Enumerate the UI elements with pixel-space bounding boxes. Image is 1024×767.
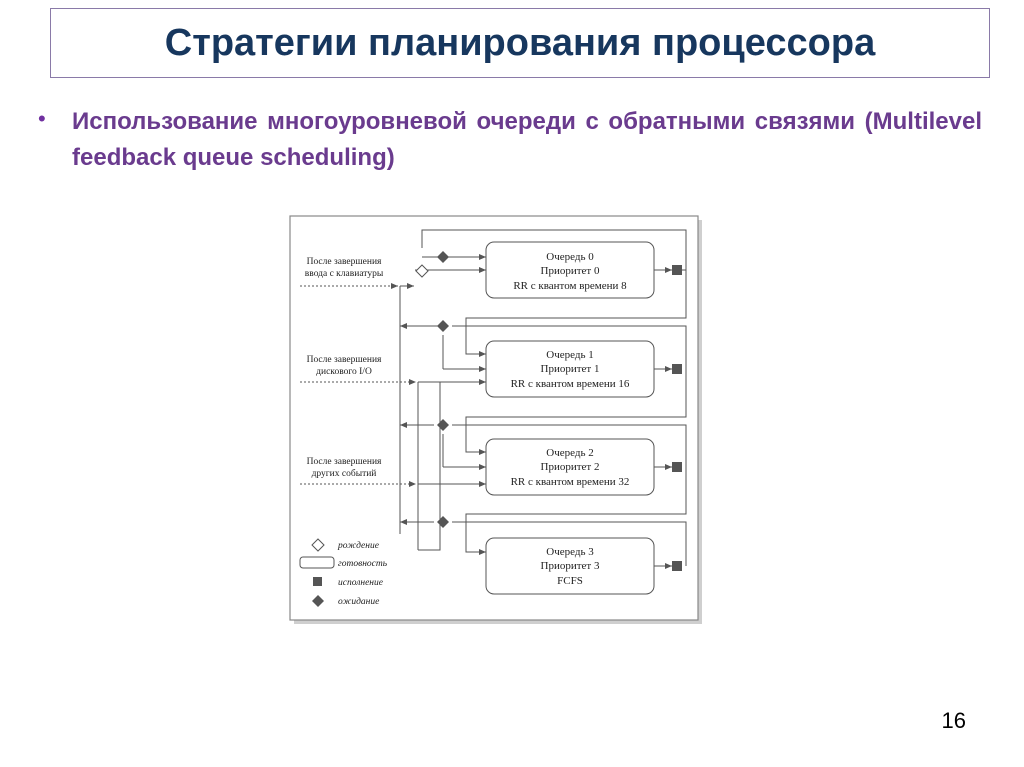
event-1-line1: После завершения [306,355,382,365]
queue-3-policy: FCFS [557,575,583,587]
legend-ready-icon [300,557,334,568]
exec-square-icon [672,561,682,571]
queue-1-priority: Приоритет 1 [540,363,600,375]
legend-running-icon [313,577,322,586]
title-box [50,8,990,78]
bullet-item [38,104,982,176]
mlfq-diagram-svg [288,214,706,628]
legend-birth-label: рождение [338,541,379,551]
event-0-line1: После завершения [306,257,382,267]
exec-square-icon [672,462,682,472]
queue-3-priority: Приоритет 3 [540,560,600,572]
legend-ready-label: готовность [338,559,388,569]
queue-3-name: Очередь 3 [546,546,594,558]
queue-0-priority: Приоритет 0 [540,265,600,277]
queue-0-policy: RR с квантом времени 8 [513,280,627,292]
event-2-line1: После завершения [306,457,382,467]
queue-2-priority: Приоритет 2 [540,461,600,473]
event-0-line2: ввода с клавиатуры [304,269,384,279]
queue-2-name: Очередь 2 [546,447,594,459]
bullet-dot-icon: • [38,106,46,131]
legend-running-label: исполнение [338,578,383,588]
queue-1-policy: RR с квантом времени 16 [510,378,630,390]
queue-2-policy: RR с квантом времени 32 [510,476,630,488]
mlfq-diagram [288,214,706,628]
exec-square-icon [672,265,682,275]
page-number: 16 [941,708,966,733]
exec-square-icon [672,364,682,374]
event-2-line2: других событий [311,469,377,479]
slide-title: Стратегии планирования процессора [164,21,876,64]
queue-0-name: Очередь 0 [546,251,594,263]
event-1-line2: дискового I/O [316,367,372,377]
bullet-text: Использование многоуровневой очереди с обратными связями (Multilevel feedback queue scheduling) [72,108,982,171]
queue-1-name: Очередь 1 [546,349,594,361]
legend-waiting-label: ожидание [338,597,380,607]
